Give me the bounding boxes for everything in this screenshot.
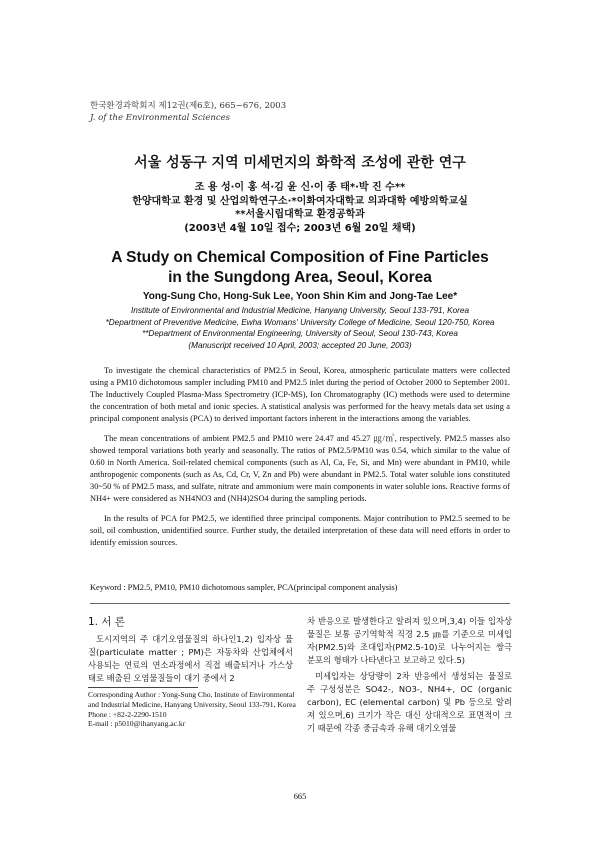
journal-header <box>90 100 286 124</box>
left-column <box>88 615 293 685</box>
english-title-line-1: A Study on Chemical Composition of Fine Particles <box>111 249 489 266</box>
manuscript-dates: (Manuscript received 10 April, 2003; accepted 20 June, 2003) <box>188 340 412 350</box>
footnote-email: E-mail : p5010@ihanyang.ac.kr <box>88 719 186 729</box>
divider <box>90 603 510 604</box>
right-column <box>307 615 512 735</box>
keywords: Keyword : PM2.5, PM10, PM10 dichotomous sampler, PCA(principal component analysis) <box>90 583 398 592</box>
korean-authors: 조 용 성·이 홍 석·김 윤 신·이 종 태*·박 진 수** <box>194 182 406 193</box>
journal-korean-citation: 한국환경과학회지 제12권(제6호), 665~676, 2003 <box>90 101 287 111</box>
journal-english-name: J. of the Environmental Sciences <box>90 113 231 123</box>
abstract-paragraph: The mean concentrations of ambient PM2.5 and PM10 were 24.47 and 45.27 ㎍/㎥, respectively. PM2.5 masses also showed temporal variations both yearly and seasonally. The ratios of PM2.5/PM10 was 0.54, which similar to the value of 0.60 in North America. Soil-related chemical components (such as Al, Ca, Fe, Si, and Mn) were abundant in PM10, while anthropogenic components (such as As, Cd, Cr, V, Zn and Pb) were abundant in PM2.5. Total water soluble ions constituted 30~50 % of PM2.5 mass, and sulfate, nitrate and ammonium were main components in water soluble ions. Reactive forms of NH4+ were considered as NH4NO3 and (NH4)2SO4 during the sampling periods. <box>90 434 510 503</box>
footnote-divider <box>88 687 198 688</box>
english-title-line-2: in the Sungdong Area, Seoul, Korea <box>168 269 432 286</box>
footnote-author: Corresponding Author : Yong-Sung Cho, Institute of Environmental and Industrial Medicine, Hanyang University, Seoul 133-791, Korea <box>88 690 296 709</box>
korean-affiliation-2: **서울시립대학교 환경공학과 <box>235 209 365 220</box>
korean-title: 서울 성동구 지역 미세먼지의 화학적 조성에 관한 연구 <box>134 155 466 171</box>
affiliation-line: *Department of Preventive Medicine, Ewha Womans' University College of Medicine, Seoul 120-750, Korea <box>105 317 495 327</box>
abstract <box>90 365 510 557</box>
corresponding-author-footnote <box>88 690 298 729</box>
english-title <box>0 248 600 288</box>
affiliation-line: Institute of Environmental and Industrial Medicine, Hanyang University, Seoul 133-791, Korea <box>131 306 469 315</box>
korean-affiliation-1: 한양대학교 환경 및 산업의학연구소·*이화여자대학교 의과대학 예방의학교실 <box>132 195 468 207</box>
abstract-paragraph: To investigate the chemical characteristics of PM2.5 in Seoul, Korea, atmospheric particulate matters were collected using a PM10 dichotomous sampler including PM10 and PM2.5 inlet during the period of October 2000 to September 2001. The Inductively Coupled Plasma-Mass Spectrometry (ICP-MS), Ion Chromatography (IC) methods were used to determine the concentration of both metal and ionic species. A statistical analysis was performed for the heavy metals data set using a principal component analysis (PCA) to derived important factors inherent in the interactions among the variables. <box>90 366 510 423</box>
korean-author-block <box>0 181 600 235</box>
body-paragraph: 도시지역의 주 대기오염물질의 하나인1,2) 입자상 물질(particulate matter ; PM)은 자동차와 산업체에서 사용되는 연료의 연소과정에서 직접 배출되거나 가스상태로 배출된 오염물질들이 대기 중에서 2 <box>88 634 293 683</box>
abstract-paragraph: In the results of PCA for PM2.5, we identified three principal components. Major contribution to PM2.5 seemed to be soil, oil combustion, unidentified source. Further study, the detailed interpretation of these data will need efforts in order to identify emission sources. <box>90 514 510 547</box>
english-authors: Yong-Sung Cho, Hong-Suk Lee, Yoon Shin Kim and Jong-Tae Lee* <box>142 291 458 302</box>
page-number: 665 <box>293 792 307 801</box>
footnote-phone: Phone : +82-2-2290-1510 <box>88 709 167 719</box>
korean-dates: (2003년 4월 10일 접수; 2003년 6월 20일 채택) <box>184 222 416 234</box>
body-paragraph: 미세입자는 상당량이 2차 반응에서 생성되는 물질로 주 구성성분은 SO42-, NO3-, NH4+, OC (organic carbon), EC (elemental carbon) 및 Pb 등으로 알려져 있으며,6) 크기가 작은 대신 상대적으로 표면적이 크기 때문에 각종 중금속과 유해 대기오염물 <box>307 671 512 733</box>
english-affiliations <box>0 305 600 351</box>
section-heading: 1. 서 론 <box>88 616 125 628</box>
body-paragraph: 차 반응으로 발생한다고 알려져 있으며,3,4) 이들 입자상 물질은 보통 공기역학적 직경 2.5 ㎛를 기준으로 미세입자(PM2.5)와 조대입자(PM2.5-10)로 나누어지는 쌍극분포의 형태가 나타낸다고 보고하고 있다.5) <box>307 616 512 665</box>
affiliation-line: **Department of Environmental Engineering, University of Seoul, Seoul 130-743, Korea <box>142 329 458 338</box>
